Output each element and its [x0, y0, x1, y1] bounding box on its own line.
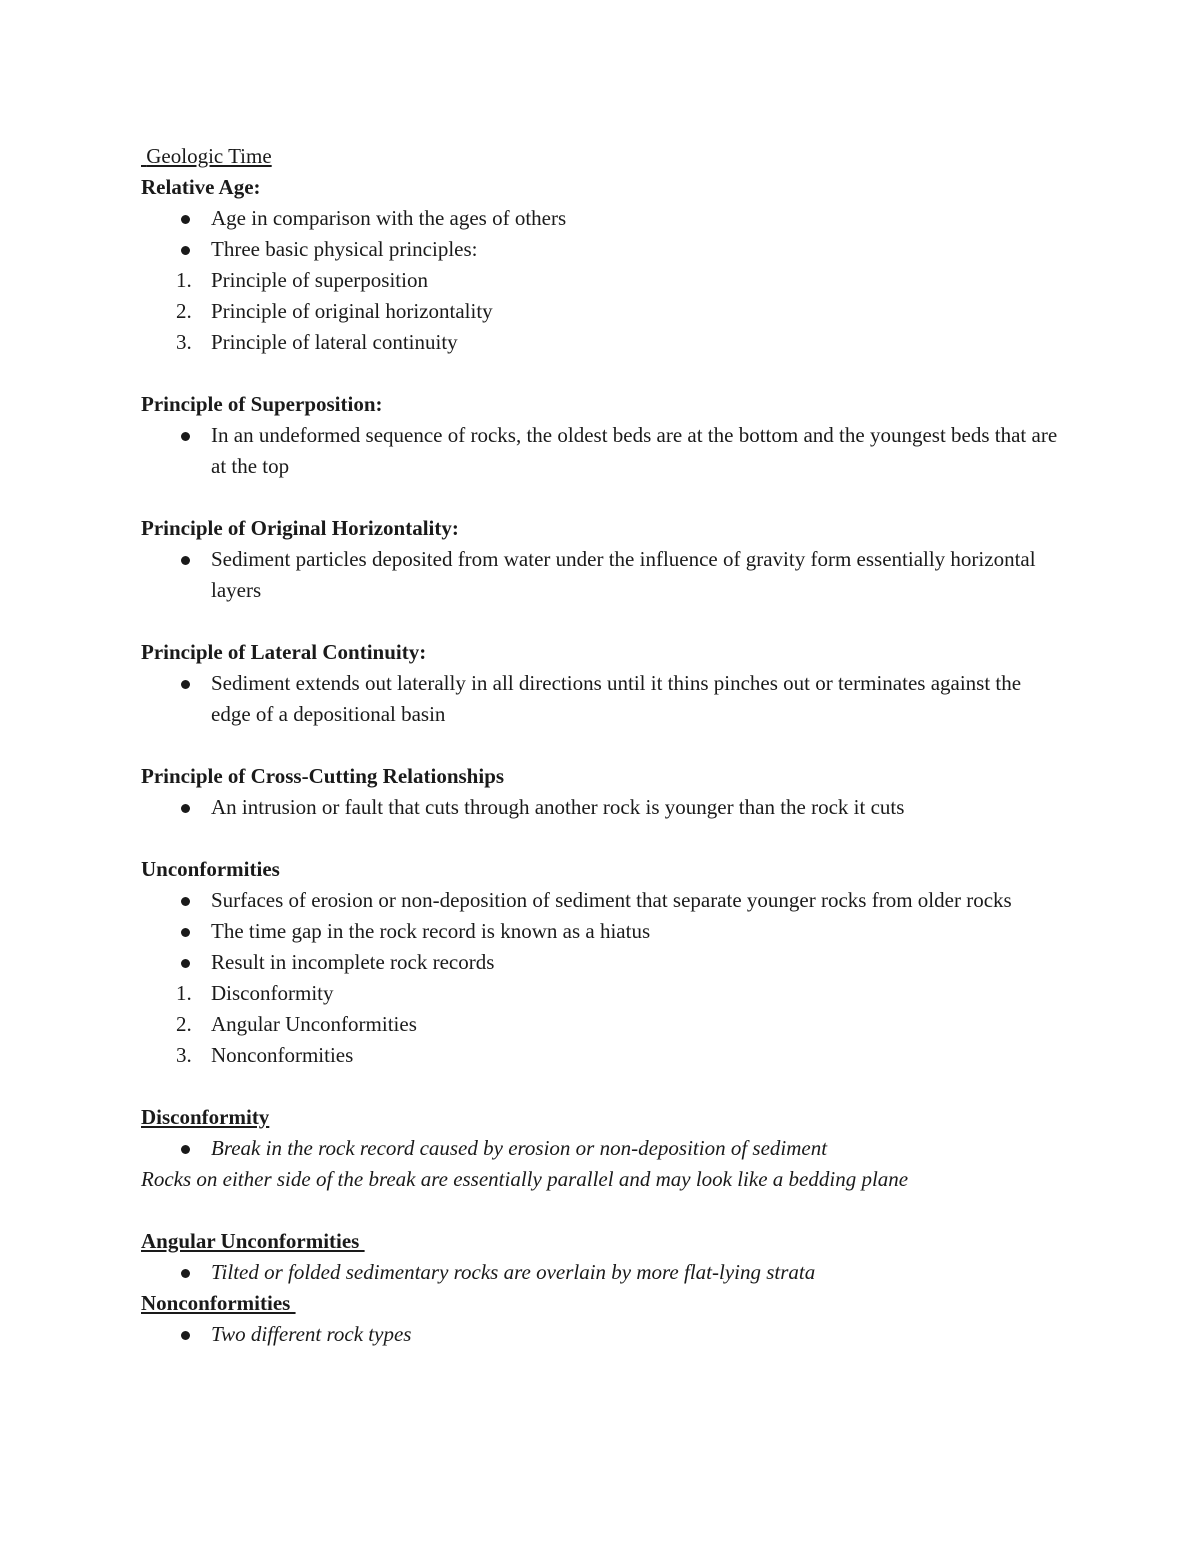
- list-item: 1. Disconformity: [176, 981, 334, 1005]
- list-item: Age in comparison with the ages of others: [141, 203, 1061, 234]
- list-item: An intrusion or fault that cuts through another rock is younger than the rock it cuts: [141, 792, 1061, 823]
- bullet-icon: [181, 1331, 190, 1340]
- list-item: Tilted or folded sedimentary rocks are overlain by more flat-lying strata: [141, 1257, 1061, 1288]
- section-heading-nonconformities: Nonconformities: [141, 1291, 296, 1315]
- list-item: Sediment extends out laterally in all directions until it thins pinches out or terminates against the edge of a depositional basin: [141, 668, 1061, 730]
- nonconformities-bullets: [141, 1319, 1061, 1350]
- angular-bullets: [141, 1257, 1061, 1288]
- list-item: In an undeformed sequence of rocks, the oldest beds are at the bottom and the youngest beds that are at the top: [141, 420, 1061, 482]
- document-page: [141, 141, 1061, 1350]
- cross-cutting-bullets: [141, 792, 1061, 823]
- bullet-icon: [181, 928, 190, 937]
- list-item: 1. Principle of superposition: [176, 268, 428, 292]
- list-item: 2. Angular Unconformities: [176, 1012, 417, 1036]
- section-heading-superposition: Principle of Superposition:: [141, 392, 383, 416]
- section-heading-original-horizontality: Principle of Original Horizontality:: [141, 516, 459, 540]
- list-item: Result in incomplete rock records: [141, 947, 1061, 978]
- list-item: Surfaces of erosion or non-deposition of sediment that separate younger rocks from older rocks: [141, 885, 1061, 916]
- list-item: Two different rock types: [141, 1319, 1061, 1350]
- unconformities-bullets: [141, 885, 1061, 978]
- section-heading-relative-age: Relative Age:: [141, 175, 261, 199]
- section-heading-angular-unconformities: Angular Unconformities: [141, 1229, 365, 1253]
- bullet-icon: [181, 215, 190, 224]
- section-heading-unconformities: Unconformities: [141, 857, 280, 881]
- relative-age-bullets: [141, 203, 1061, 265]
- list-item: 3. Principle of lateral continuity: [176, 330, 458, 354]
- disconformity-note: Rocks on either side of the break are essentially parallel and may look like a bedding plane: [141, 1167, 909, 1191]
- section-heading-disconformity: Disconformity: [141, 1105, 270, 1129]
- document-title: Geologic Time: [141, 144, 272, 168]
- bullet-icon: [181, 680, 190, 689]
- bullet-icon: [181, 897, 190, 906]
- section-heading-lateral-continuity: Principle of Lateral Continuity:: [141, 640, 427, 664]
- list-item: The time gap in the rock record is known as a hiatus: [141, 916, 1061, 947]
- horizontality-bullets: [141, 544, 1061, 606]
- list-item: Sediment particles deposited from water under the influence of gravity form essentially horizontal layers: [141, 544, 1061, 606]
- bullet-icon: [181, 1145, 190, 1154]
- section-heading-cross-cutting: Principle of Cross-Cutting Relationships: [141, 764, 505, 788]
- list-item: Break in the rock record caused by erosion or non-deposition of sediment: [141, 1133, 1061, 1164]
- lateral-bullets: [141, 668, 1061, 730]
- unconformities-numbered: [141, 978, 1061, 1071]
- bullet-icon: [181, 804, 190, 813]
- relative-age-numbered: [141, 265, 1061, 358]
- superposition-bullets: [141, 420, 1061, 482]
- list-item: Three basic physical principles:: [141, 234, 1061, 265]
- bullet-icon: [181, 959, 190, 968]
- list-item: 3. Nonconformities: [176, 1043, 354, 1067]
- disconformity-bullets: [141, 1133, 1061, 1164]
- bullet-icon: [181, 246, 190, 255]
- bullet-icon: [181, 432, 190, 441]
- list-item: 2. Principle of original horizontality: [176, 299, 493, 323]
- bullet-icon: [181, 1269, 190, 1278]
- bullet-icon: [181, 556, 190, 565]
